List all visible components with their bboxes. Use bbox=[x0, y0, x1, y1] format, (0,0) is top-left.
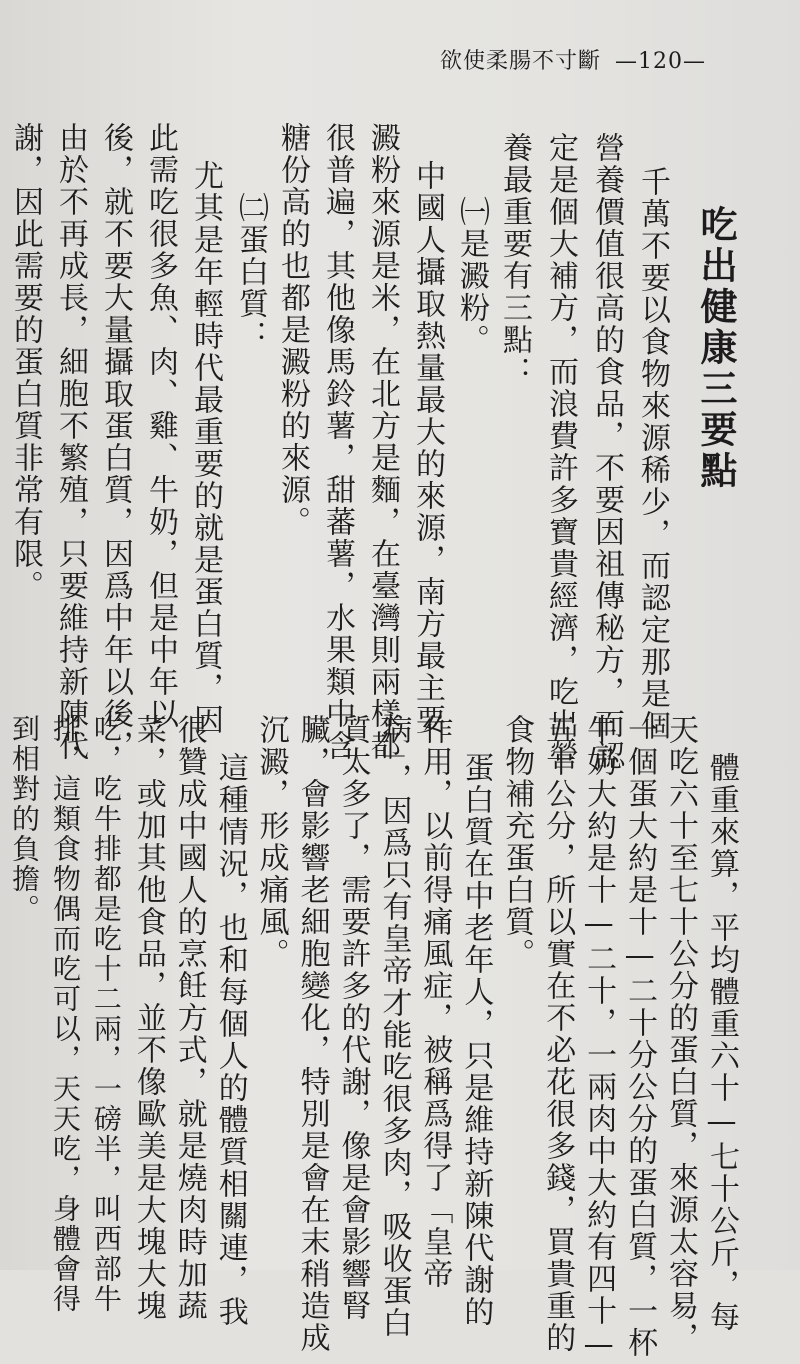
running-header-title: 欲使柔腸不寸斷 bbox=[440, 49, 602, 74]
text-column: 尤其是年輕時代最重要的就是蛋白質，因 bbox=[188, 160, 223, 736]
text-column: 謝，因此需要的蛋白質非常有限。 bbox=[8, 122, 43, 602]
text-column: 糖份高的也都是澱粉的來源。 bbox=[275, 122, 310, 538]
text-column: 天吃六十至七十公分的蛋白質，來源太容易， bbox=[663, 714, 699, 1354]
text-column: 後，就不要大量攝取蛋白質，因爲中年以後， bbox=[98, 122, 133, 762]
text-column: 排，這類食物偶而吃可以，天天吃，身體會得 bbox=[48, 714, 82, 1314]
text-column: 蛋白質在中老年人，只是維持新陳代謝的 bbox=[458, 752, 494, 1328]
text-column: 吃，吃牛排都是吃十二兩，一磅半，叫西部牛 bbox=[89, 714, 123, 1314]
text-column: 這種情況，也和每個人的體質相關連，我 bbox=[212, 752, 248, 1328]
text-column: 菜，或加其他食品，並不像歐美是大塊大塊 bbox=[130, 714, 166, 1322]
text-column: 澱粉來源是米，在北方是麵，在臺灣則兩樣都 bbox=[365, 122, 400, 762]
text-column: 一個蛋大約是十—二十分公分的蛋白質，一杯 bbox=[622, 714, 658, 1359]
text-column: 作用，以前得痛風症，被稱爲得了「皇帝 bbox=[417, 714, 453, 1290]
text-column: 沉澱，形成痛風。 bbox=[253, 714, 289, 970]
article-title: 吃出健康三要點 bbox=[694, 205, 737, 492]
text-column: 五十公分，所以實在不必花很多錢，買貴重的 bbox=[540, 714, 576, 1354]
text-column: 營養價值很高的食品，不要因祖傳秘方，而認 bbox=[589, 132, 624, 772]
text-column: 養最重要有三點： bbox=[497, 132, 532, 388]
text-column: 此需吃很多魚、肉、雞、牛奶，但是中年以 bbox=[143, 122, 178, 730]
text-column: 很贊成中國人的烹飪方式，就是燒肉時加蔬 bbox=[171, 714, 207, 1322]
text-column: 很普遍，其他像馬鈴薯，甜蕃薯，水果類中含 bbox=[320, 122, 355, 762]
section-heading: ㈡蛋白質： bbox=[233, 192, 268, 352]
page-number: —120— bbox=[615, 49, 707, 74]
text-column: 體重來算，平均體重六十—七十公斤，每 bbox=[704, 752, 739, 1333]
text-column: 病」，因爲只有皇帝才能吃很多肉，吸收蛋白 bbox=[376, 714, 412, 1339]
text-column: 到相對的負擔。 bbox=[8, 714, 41, 924]
text-column: 臟，會影響老細胞變化，特別是會在末稍造成 bbox=[294, 714, 330, 1354]
text-column: 牛奶大約是十—二十，一兩肉中大約有四十— bbox=[581, 714, 617, 1364]
section-heading: ㈠是澱粉。 bbox=[454, 196, 489, 356]
text-column: 千萬不要以食物來源稀少，而認定那是個 bbox=[635, 166, 670, 742]
running-header bbox=[440, 44, 780, 75]
text-column: 質太多了，需要許多的代謝，像是會影響腎 bbox=[335, 714, 371, 1322]
text-column: 定是個大補方，而浪費許多寶貴經濟，吃出營 bbox=[543, 132, 578, 772]
text-column: 由於不再成長，細胞不繁殖，只要維持新陳代 bbox=[53, 122, 88, 762]
text-column: 食物補充蛋白質。 bbox=[499, 714, 535, 970]
text-column: 中國人攝取熱量最大的來源，南方最主要 bbox=[410, 160, 445, 736]
